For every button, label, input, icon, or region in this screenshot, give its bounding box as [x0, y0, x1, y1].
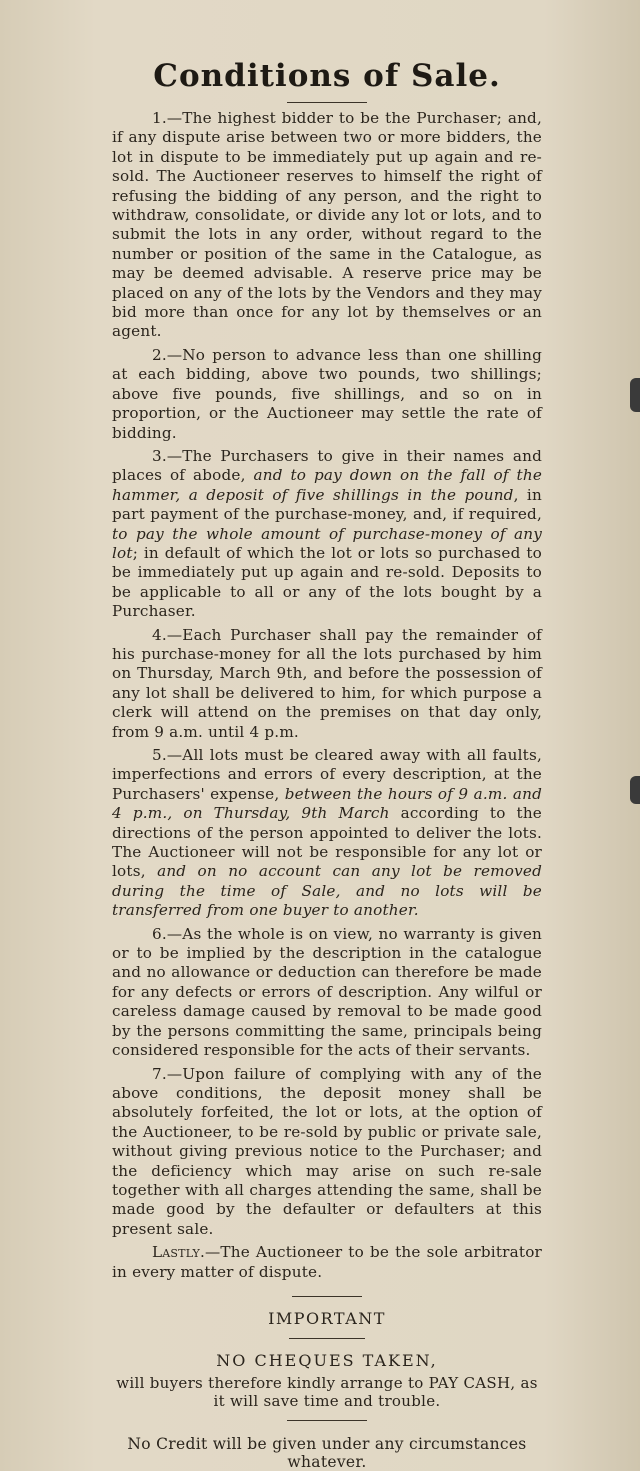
cheques-heading: NO CHEQUES TAKEN, [216, 1350, 438, 1370]
condition-paragraph [112, 626, 542, 742]
title-divider [287, 102, 367, 103]
condition-italic-text: and to pay down on the fall of the hammer, a deposit of five shillings in the pound [112, 466, 543, 504]
condition-text: according to the directions of the person appointed to deliver the lots. The Auctioneer will not be responsible for any lot or lots, [112, 804, 542, 881]
condition-text: 1.—The highest bidder to be the Purchaser; and, if any dispute arise between two or more bidders, the lot in dispute to be immediately put up again and re-sold. The Auctioneer reserves to himself the right of refusing the bidding of any person, and the right to withdraw, consolidate, or divide any lot or lots, and to submit the lots in any order, without regard to the number or position of the same in the Catalogue, as may be deemed advisable. A reserve price may be placed on any of the lots by the Vendors and they may bid more than once for any lot by themselves or an agent. [112, 109, 542, 341]
condition-text: 6.—As the whole is on view, no warranty is given or to be implied by the description in the catalogue and no allowance or deduction can therefore be made for any defects or errors of description. Any wilful or careless damage caused by removal to be made good by the persons committing the same, principals being considered responsible for the acts of their servants. [112, 924, 542, 1060]
condition-text: 4.—Each Purchaser shall pay the remainder of his purchase-money for all the lots purchased by him on Thursday, March 9th, and before the possession of any lot shall be delivered to him, for which purpose a clerk will attend on the premises on that day only, from 9 a.m. until 4 p.m. [112, 625, 542, 741]
condition-paragraph [112, 746, 542, 921]
important-heading: IMPORTANT [268, 1308, 386, 1328]
condition-paragraph [112, 1065, 542, 1240]
condition-italic-text: to pay the whole amount of purchase-money of any lot [112, 524, 542, 562]
credit-notice: No Credit will be given under any circumstances whatever. [127, 1434, 527, 1471]
section-divider [287, 1420, 367, 1421]
condition-paragraph [112, 346, 542, 443]
section-divider [289, 1338, 365, 1339]
conditions-list [112, 109, 542, 1282]
document-page [112, 56, 542, 1471]
section-divider [292, 1296, 362, 1297]
condition-text: ; in default of which the lot or lots so purchased to be immediately put up again and re-sold. Deposits to be applicable to all or any of the lots bought by a Purchaser. [112, 543, 542, 621]
condition-text: .—The Auctioneer to be the sole arbitrator in every matter of dispute. [112, 1243, 542, 1281]
condition-paragraph [112, 109, 542, 342]
condition-text: , in part payment of the purchase-money, and, if required, [112, 485, 542, 524]
condition-text: 2.—No person to advance less than one shilling at each bidding, above two pounds, two shillings; above five pounds, five shillings, and so on in proportion, or the Auctioneer may settle the rate of bidding. [112, 345, 542, 442]
condition-paragraph [112, 1243, 542, 1282]
condition-text: 5.—All lots must be cleared away with all faults, imperfections and errors of every description, at the Purchasers' expense, [112, 746, 542, 803]
page-edge-mark [630, 378, 640, 412]
condition-text: 7.—Upon failure of complying with any of the above conditions, the deposit money shall be absolutely forfeited, the lot or lots, at the option of the Auctioneer, to be re-sold by public or private sale, without giving previous notice to the Purchaser; and the deficiency which may arise on such re-sale together with all charges attending the same, shall be made good by the defaulter or defaulters at this present sale. [112, 1064, 542, 1238]
condition-italic-text: and on no account can any lot be removed during the time of Sale, and no lots will be transferred from one buyer to another. [112, 862, 542, 920]
condition-paragraph [112, 447, 542, 622]
document-title: Conditions of Sale. [153, 58, 501, 94]
condition-text: 3.—The Purchasers to give in their names and places of abode, [112, 446, 542, 485]
condition-italic-text: between the hours of 9 a.m. and 4 p.m., on Thursday, 9th March [112, 784, 543, 823]
condition-paragraph [112, 925, 542, 1061]
page-edge-mark [630, 776, 640, 804]
condition-text: Lastly [152, 1243, 200, 1262]
cheques-text: will buyers therefore kindly arrange to PAY CASH, as it will save time and trouble. [116, 1373, 538, 1410]
